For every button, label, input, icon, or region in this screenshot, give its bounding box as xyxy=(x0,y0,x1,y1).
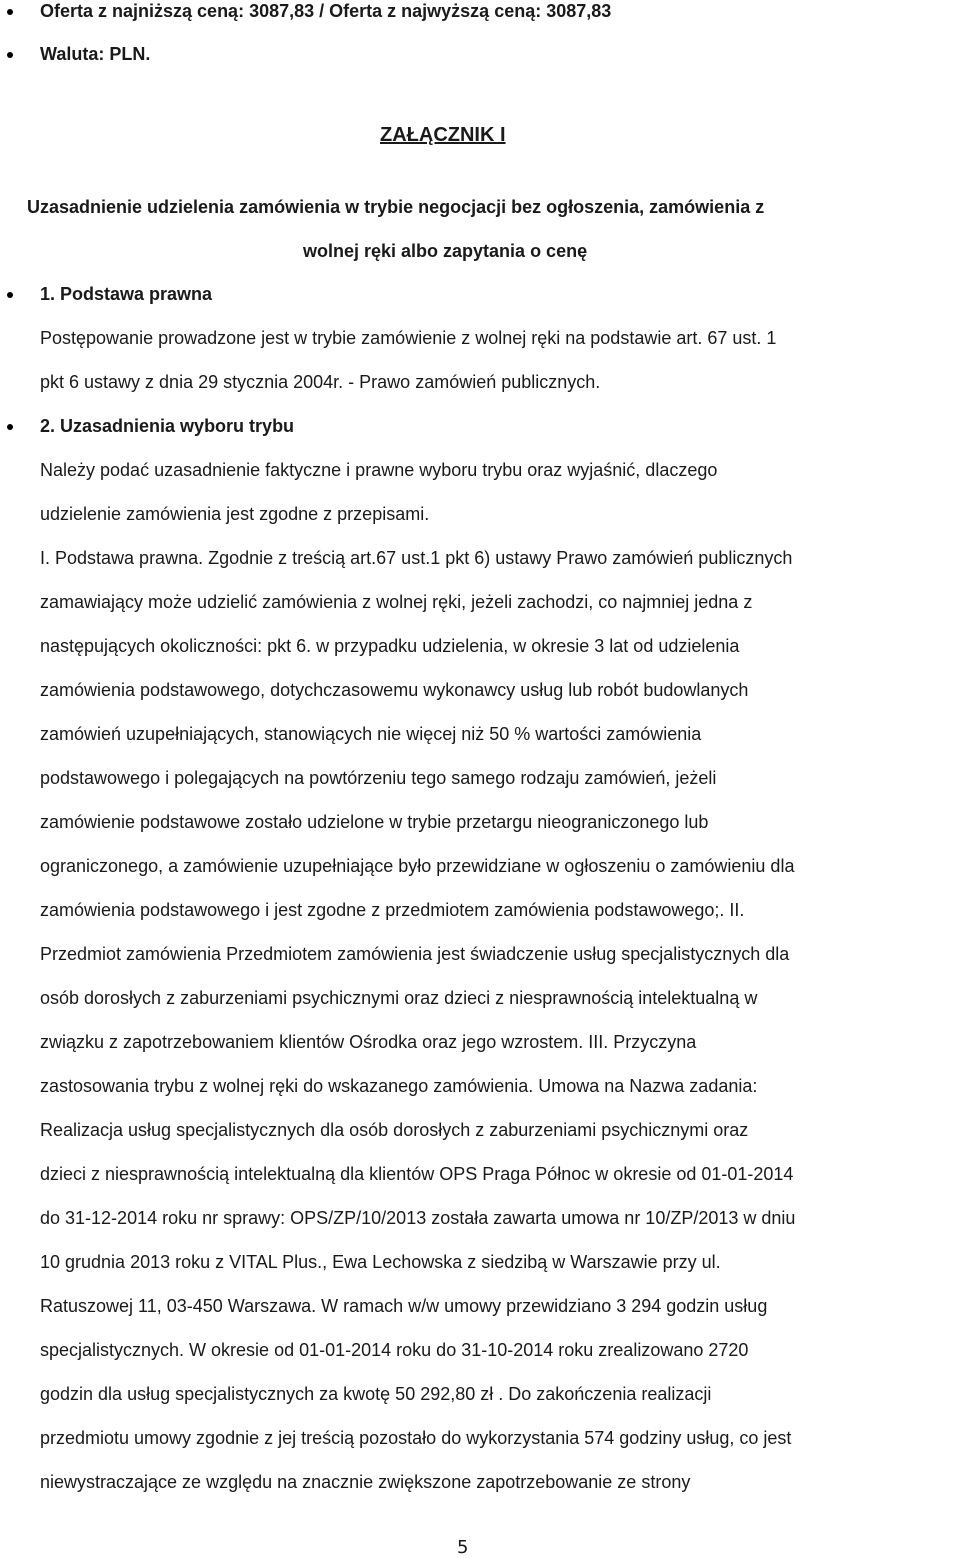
section-1-heading: 1. Podstawa prawna xyxy=(40,284,213,304)
section-2-line: Ratuszowej 11, 03-450 Warszawa. W ramach w/w umowy przewidziano 3 294 godzin usług xyxy=(40,1296,768,1316)
section-2-line: zamawiający może udzielić zamówienia z wolnej ręki, jeżeli zachodzi, co najmniej jedna z xyxy=(40,592,753,612)
section-2-line: przedmiotu umowy zgodnie z jej treścią pozostało do wykorzystania 574 godziny usług, co jest xyxy=(40,1428,792,1448)
section-2-line: niewystraczające ze względu na znacznie zwiększone zapotrzebowanie ze strony xyxy=(40,1472,691,1492)
bullet-icon xyxy=(7,424,13,430)
offer-price-line: Oferta z najniższą ceną: 3087,83 / Oferta z najwyższą ceną: 3087,83 xyxy=(40,1,612,21)
section-1-line: pkt 6 ustawy z dnia 29 stycznia 2004r. - Prawo zamówień publicznych. xyxy=(40,372,601,392)
section-2-line: 10 grudnia 2013 roku z VITAL Plus., Ewa Lechowska z siedzibą w Warszawie przy ul. xyxy=(40,1252,721,1272)
section-2-line: Przedmiot zamówienia Przedmiotem zamówienia jest świadczenie usług specjalistycznych dla xyxy=(40,944,790,964)
section-2-line: zamówienia podstawowego, dotychczasowemu wykonawcy usług lub robót budowlanych xyxy=(40,680,749,700)
section-2-line: następujących okoliczności: pkt 6. w przypadku udzielenia, w okresie 3 lat od udzielenia xyxy=(40,636,740,656)
currency-line: Waluta: PLN. xyxy=(40,44,151,64)
annex-subtitle-line-1: Uzasadnienie udzielenia zamówienia w trybie negocjacji bez ogłoszenia, zamówienia z xyxy=(27,197,765,217)
section-2-line: godzin dla usług specjalistycznych za kwotę 50 292,80 zł . Do zakończenia realizacji xyxy=(40,1384,712,1404)
section-2-line: zamówienie podstawowe zostało udzielone w trybie przetargu nieograniczonego lub xyxy=(40,812,709,832)
bullet-icon xyxy=(7,292,13,298)
bullet-icon xyxy=(7,9,13,15)
section-2-line: zamówień uzupełniających, stanowiących nie więcej niż 50 % wartości zamówienia xyxy=(40,724,702,744)
section-2-line: zamówienia podstawowego i jest zgodne z przedmiotem zamówienia podstawowego;. II. xyxy=(40,900,745,920)
page-number: 5 xyxy=(457,1537,469,1558)
section-2-line: dzieci z niesprawnością intelektualną dla klientów OPS Praga Północ w okresie od 01-01-2014 xyxy=(40,1164,794,1184)
section-2-line: I. Podstawa prawna. Zgodnie z treścią art.67 ust.1 pkt 6) ustawy Prawo zamówień publicznych xyxy=(40,548,793,568)
annex-title: ZAŁĄCZNIK I xyxy=(380,124,506,146)
bullet-icon xyxy=(7,52,13,58)
section-2-line: udzielenie zamówienia jest zgodne z przepisami. xyxy=(40,504,430,524)
section-2-line: związku z zapotrzebowaniem klientów Ośrodka oraz jego wzrostem. III. Przyczyna xyxy=(40,1032,697,1052)
section-2-heading: 2. Uzasadnienia wyboru trybu xyxy=(40,416,295,436)
section-1-line: Postępowanie prowadzone jest w trybie zamówienie z wolnej ręki na podstawie art. 67 ust. 1 xyxy=(40,328,777,348)
annex-subtitle-line-2: wolnej ręki albo zapytania o cenę xyxy=(303,241,588,261)
section-2-line: specjalistycznych. W okresie od 01-01-2014 roku do 31-10-2014 roku zrealizowano 2720 xyxy=(40,1340,749,1360)
section-2-line: Realizacja usług specjalistycznych dla osób dorosłych z zaburzeniami psychicznymi oraz xyxy=(40,1120,749,1140)
section-2-line: zastosowania trybu z wolnej ręki do wskazanego zamówienia. Umowa na Nazwa zadania: xyxy=(40,1076,758,1096)
section-2-line: ograniczonego, a zamówienie uzupełniające było przewidziane w ogłoszeniu o zamówieniu dla xyxy=(40,856,795,876)
section-2-line: osób dorosłych z zaburzeniami psychicznymi oraz dzieci z niesprawnością intelektualną w xyxy=(40,988,758,1008)
section-2-line: Należy podać uzasadnienie faktyczne i prawne wyboru trybu oraz wyjaśnić, dlaczego xyxy=(40,460,718,480)
section-2-line: podstawowego i polegających na powtórzeniu tego samego rodzaju zamówień, jeżeli xyxy=(40,768,717,788)
section-2-line: do 31-12-2014 roku nr sprawy: OPS/ZP/10/2013 została zawarta umowa nr 10/ZP/2013 w dniu xyxy=(40,1208,796,1228)
